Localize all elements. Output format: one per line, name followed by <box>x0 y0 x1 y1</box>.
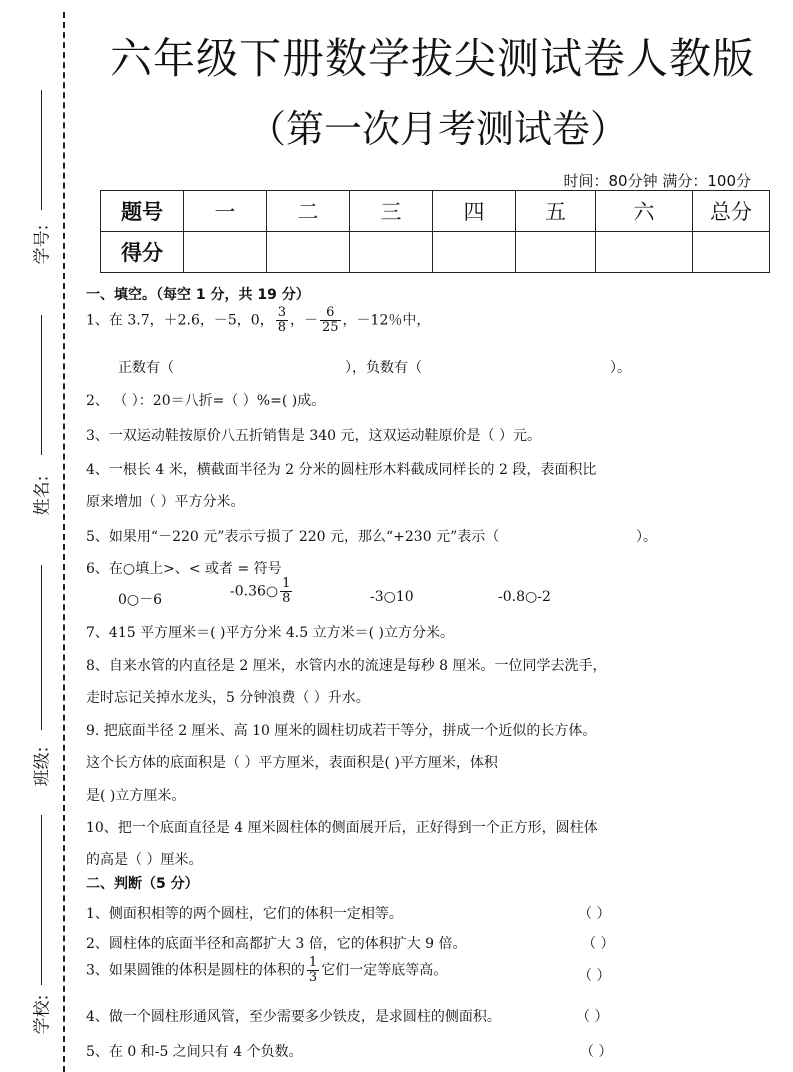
score-blank[interactable] <box>433 232 516 273</box>
judge-item-1: 1、侧面积相等的两个圆柱，它们的体积一定相等。 <box>86 906 403 922</box>
judge-answer-2[interactable]: （ ） <box>582 936 615 952</box>
score-table <box>100 190 770 273</box>
fraction-denominator: 8 <box>282 591 291 606</box>
score-cell-4: 四 <box>433 191 516 232</box>
score-cell-5: 五 <box>516 191 596 232</box>
judge-item-4: 4、做一个圆柱形通风管，至少需要多少铁皮，是求圆柱的侧面积。 <box>86 1009 501 1025</box>
question-9-line3: 是( )立方厘米。 <box>86 788 186 804</box>
judge-answer-5[interactable]: （ ） <box>580 1044 613 1060</box>
score-cell-2: 二 <box>267 191 350 232</box>
page-subtitle: （第一次月考测试卷） <box>248 107 629 151</box>
judge-item-2: 2、圆柱体的底面半径和高都扩大 3 倍，它的体积扩大 9 倍。 <box>86 936 467 952</box>
judge-item-3-text: 3、如果圆锥的体积是圆柱的体积的 <box>86 962 305 979</box>
q1-fraction-1 <box>276 306 288 335</box>
q1-suffix: ，－12％中， <box>342 312 431 329</box>
score-cell-total: 总分 <box>693 191 770 232</box>
q6-item-2 <box>230 577 294 606</box>
section1-heading: 一、填空。（每空 1 分，共 19 分） <box>86 287 310 303</box>
score-cell-3: 三 <box>350 191 433 232</box>
judge-answer-3[interactable]: （ ） <box>578 968 611 984</box>
school-underline <box>41 815 42 985</box>
q6-item-4: -0.8○-2 <box>498 589 551 605</box>
question-10-line1: 10、把一个底面直径是 4 厘米圆柱体的侧面展开后，正好得到一个正方形，圆柱体 <box>86 820 598 836</box>
score-blank[interactable] <box>267 232 350 273</box>
q6-item-3: -3○10 <box>370 589 414 605</box>
question-5-end: ）。 <box>636 529 657 545</box>
question-1 <box>86 306 430 335</box>
question-5: 5、如果用“－220 元”表示亏损了 220 元，那么“+230 元”表示（ <box>86 529 500 545</box>
score-blank[interactable] <box>693 232 770 273</box>
q1-mid: ，－ <box>289 312 318 329</box>
score-blank[interactable] <box>516 232 596 273</box>
judge-item-3 <box>86 956 447 985</box>
judge-answer-1[interactable]: （ ） <box>578 906 611 922</box>
question-3: 3、一双运动鞋按原价八五折销售是 340 元，这双运动鞋原价是（ ）元。 <box>86 428 541 444</box>
q6-item-1: 0○－6 <box>118 592 163 608</box>
q6-fraction <box>280 577 292 606</box>
score-cell-6: 六 <box>596 191 693 232</box>
q1-line2-a: 正数有（ <box>118 360 174 376</box>
question-4-line2: 原来增加（ ）平方分米。 <box>86 494 245 510</box>
q1-fraction-2 <box>320 306 341 335</box>
fraction-denominator: 25 <box>321 320 339 335</box>
score-cell-1: 一 <box>184 191 267 232</box>
score-blank[interactable] <box>350 232 433 273</box>
score-blank[interactable] <box>184 232 267 273</box>
q1-line2-b: ），负数有（ <box>345 360 422 376</box>
class-label: 班级: <box>32 746 53 787</box>
page-title: 六年级下册数学拔尖测试卷人教版 <box>110 34 756 83</box>
judge-item-3-fraction <box>307 956 319 985</box>
score-table-header-row <box>101 191 770 232</box>
score-blank[interactable] <box>596 232 693 273</box>
q1-prefix: 1、在 3.7，＋2.6，－5，0， <box>86 312 274 329</box>
fraction-numerator: 1 <box>308 955 318 970</box>
name-label: 姓名: <box>32 475 53 516</box>
question-2: 2、 （ ）：20＝八折=（ ）%=( )成。 <box>86 393 326 409</box>
school-label: 学校: <box>32 994 53 1035</box>
q6-item-2-text: -0.36○ <box>230 583 279 600</box>
fraction-denominator: 3 <box>308 970 318 985</box>
binding-dashed-line <box>63 12 65 1072</box>
fraction-numerator: 6 <box>320 306 341 321</box>
judge-answer-4[interactable]: （ ） <box>576 1009 609 1025</box>
exam-meta: 时间：80分钟 满分：100分 <box>563 172 751 190</box>
name-underline <box>41 315 42 455</box>
student-id-label: 学号: <box>32 224 53 265</box>
question-6: 6、在○填上>、< 或者 = 符号 <box>86 561 282 577</box>
q1-line2-c: ）。 <box>610 360 631 376</box>
fraction-numerator: 1 <box>282 576 291 591</box>
class-underline <box>41 565 42 730</box>
score-row-label: 得分 <box>101 232 184 273</box>
question-10-line2: 的高是（ ）厘米。 <box>86 852 203 868</box>
score-table-score-row <box>101 232 770 273</box>
judge-item-5: 5、在 0 和-5 之间只有 4 个负数。 <box>86 1044 303 1060</box>
question-9-line1: 9. 把底面半径 2 厘米、高 10 厘米的圆柱切成若干等分，拼成一个近似的长方体。 <box>86 723 597 739</box>
score-cell-label: 题号 <box>101 191 184 232</box>
question-7: 7、415 平方厘米＝( )平方分米 4.5 立方米＝( )立方分米。 <box>86 625 454 641</box>
question-8-line1: 8、自来水管的内直径是 2 厘米，水管内水的流速是每秒 8 厘米。一位同学去洗手， <box>86 658 607 674</box>
student-id-underline <box>41 90 42 210</box>
section2-heading: 二、判断（5 分） <box>86 876 199 892</box>
question-4-line1: 4、一根长 4 米，横截面半径为 2 分米的圆柱形木料截成同样长的 2 段，表面积比 <box>86 462 597 478</box>
question-8-line2: 走时忘记关掉水龙头，5 分钟浪费（ ）升水。 <box>86 690 370 706</box>
fraction-numerator: 3 <box>277 305 286 320</box>
question-9-line2: 这个长方体的底面积是（ ）平方厘米，表面积是( )平方厘米，体积 <box>86 755 498 771</box>
judge-item-3-tail: 它们一定等底等高。 <box>321 962 448 979</box>
fraction-denominator: 8 <box>277 320 286 335</box>
